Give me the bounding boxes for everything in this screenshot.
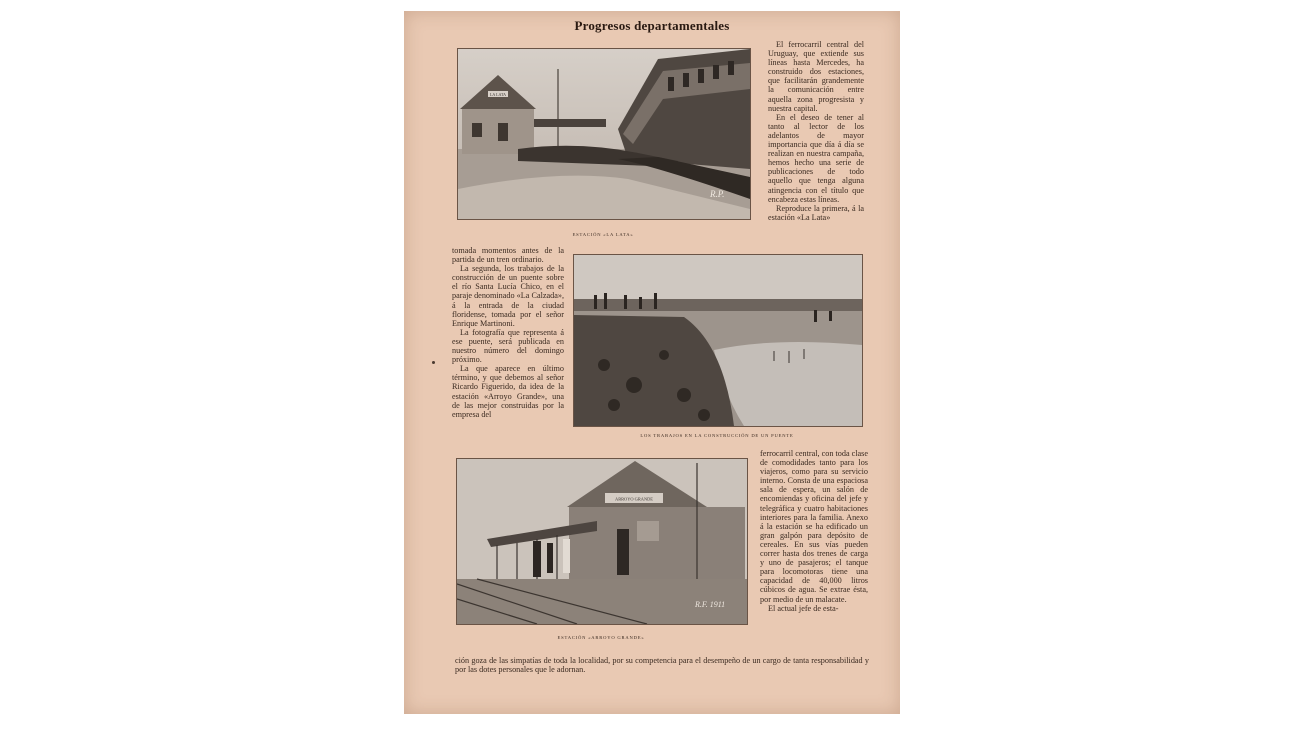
la-lata-station-image: [458, 49, 750, 219]
paragraph: El ferrocarril central del Uruguay, que extiende sus líneas hasta Mercedes, ha construido dos estaciones, que facilitarán grandemente la comunicación entre aquella zona progresista y nuestra capital.: [768, 40, 864, 113]
paragraph: La que aparece en último término, y que debemos al señor Ricardo Figuerido, da idea de la estación «Arroyo Grande», una de las mejor construidas por la empresa del: [452, 364, 564, 419]
paragraph: La segunda, los trabajos de la construcción de un puente sobre el río Santa Lucía Chico, en el paraje denominado «La Calzada», á la entrada de la ciudad floridense, tomada por el señor Enrique Martinoni.: [452, 264, 564, 328]
arroyo-grande-station-image: [457, 459, 747, 624]
caption-la-lata: ESTACIÓN «LA LATA»: [572, 232, 634, 237]
caption-bridge-construction: LOS TRABAJOS EN LA CONSTRUCCIÓN DE UN PUENTE: [640, 433, 794, 438]
arroyo-grande-photographer-mark: R.F. 1911: [695, 600, 726, 609]
paragraph: Reproduce la primera, á la estación «La Lata»: [768, 203, 864, 222]
paragraph: En el deseo de tener al tanto al lector de los adelantos de mayor importancia que día á día se realizan en nuestra campaña, hemos hecho una serie de publicaciones de todo aquello que tenga alguna atingencia con el título que encabeza estas líneas.: [768, 112, 864, 204]
photo-la-lata-station: [457, 48, 751, 220]
la-lata-photographer-mark: R.P.: [710, 189, 725, 199]
paragraph: tomada momentos antes de la partida de un tren ordinario.: [452, 246, 564, 265]
caption-arroyo-grande: ESTACIÓN «ARROYO GRANDE»: [557, 635, 645, 640]
la-lata-sign-text: LA LATA: [489, 92, 507, 97]
arroyo-grande-sign-text: ARROYO GRANDE: [615, 496, 653, 502]
paragraph: ferrocarril central, con toda clase de comodidades tanto para los viajeros, como para su servicio interno. Consta de una espaciosa sala de espera, un salón de encomiendas y oficina del jefe y telegráfica y cuatro habitaciones interiores para la familia. Anexo á la estación se ha edificado un gran galpón para depósito de cereales. En sus vías pueden correr hasta dos trenes de carga y uno de pasajeros; el tanque para locomotoras tiene una capacidad de 40,000 litros cúbicos de agua. Se extrae ésta, por medio de un malacate.: [760, 449, 868, 604]
magazine-page: [404, 11, 900, 714]
column-bottom-right: [760, 449, 868, 613]
column-middle-left: [452, 246, 564, 419]
column-top-right: [768, 40, 864, 222]
paragraph: El actual jefe de esta-: [768, 603, 839, 613]
footer-paragraph: ción goza de las simpatías de toda la localidad, por su competencia para el desempeño de un cargo de tanta responsabilidad y por las dotes personales que le adornan.: [455, 656, 869, 675]
paragraph: La fotografía que representa á ese puente, será publicada en nuestro número del domingo próximo.: [452, 327, 564, 365]
photo-bridge-construction: [573, 254, 863, 427]
page-title: Progresos departamentales: [574, 18, 730, 33]
photo-arroyo-grande-station: [456, 458, 748, 625]
bridge-construction-image: [574, 255, 862, 426]
margin-mark: [432, 361, 435, 364]
